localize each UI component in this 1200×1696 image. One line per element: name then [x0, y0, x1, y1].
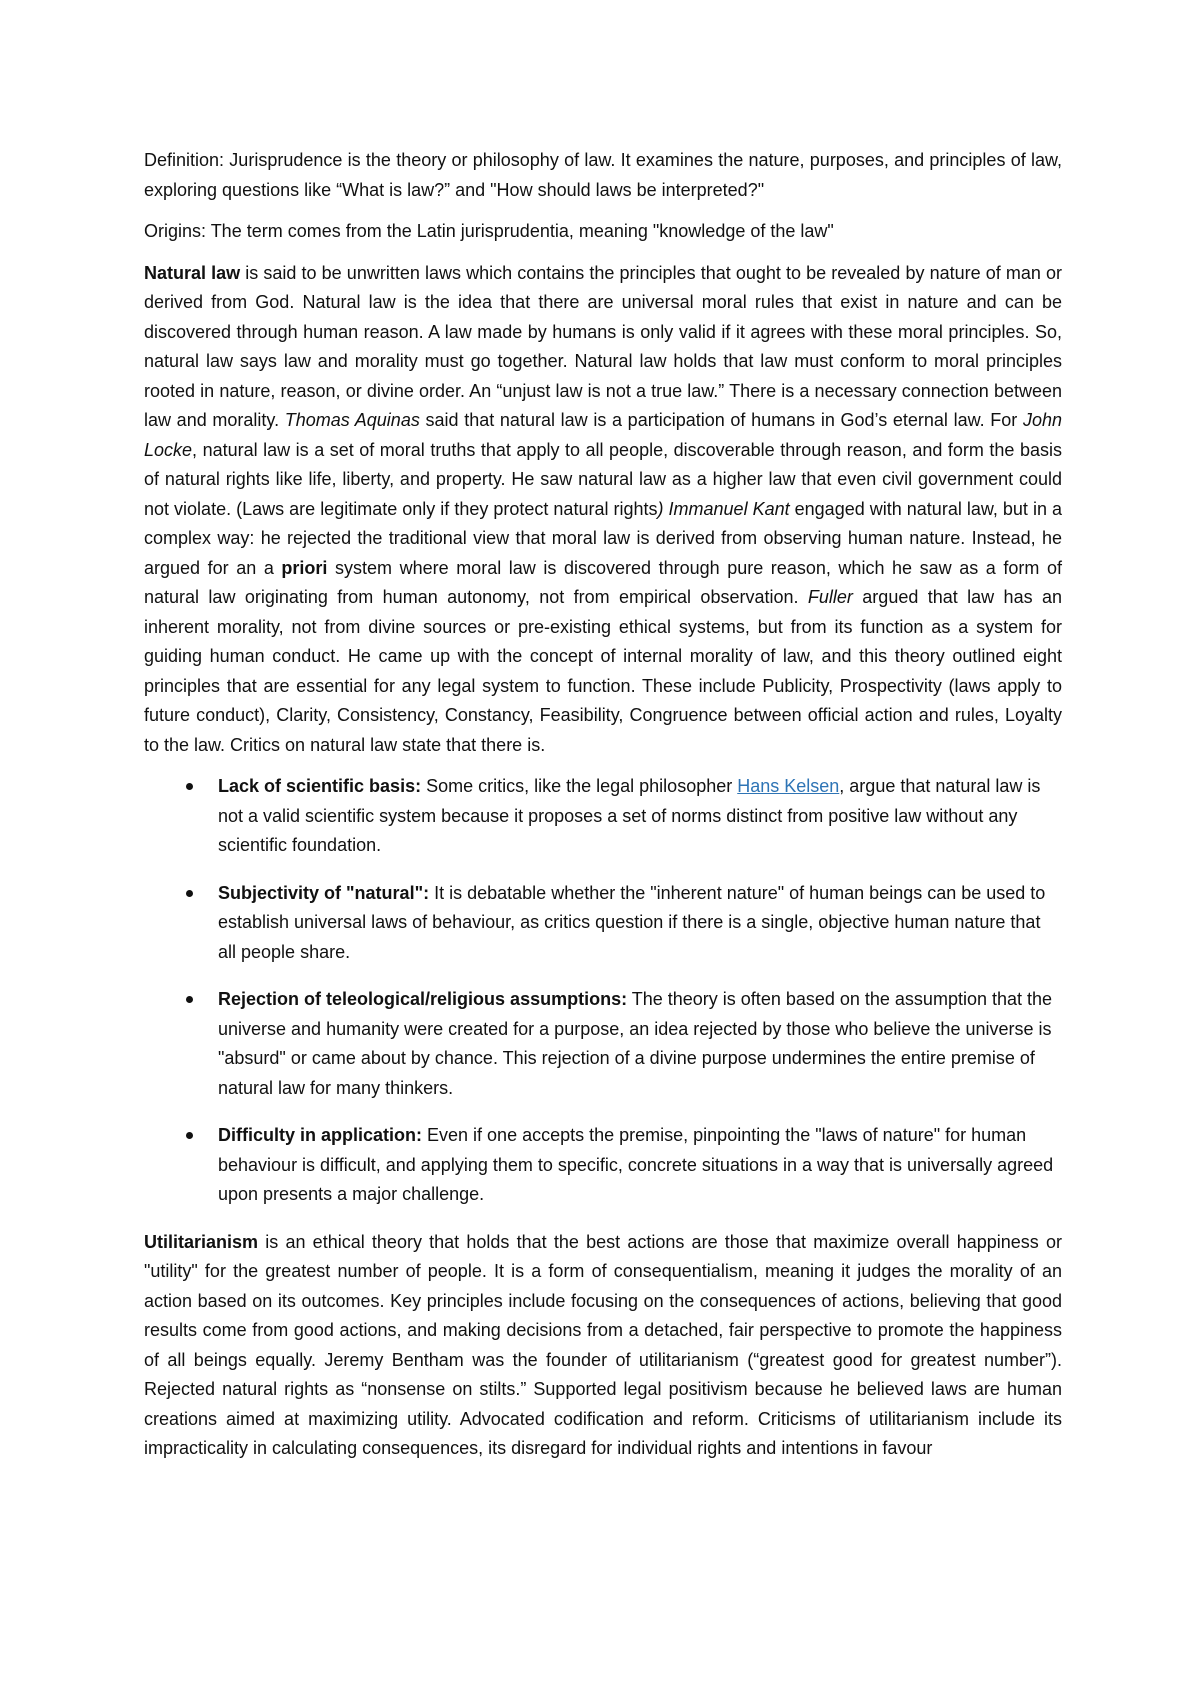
aquinas-name: Thomas Aquinas — [284, 410, 420, 430]
bullet-icon — [186, 996, 193, 1003]
natural-law-paragraph — [144, 259, 1062, 761]
origins-paragraph: Origins: The term comes from the Latin jurisprudentia, meaning "knowledge of the law" — [144, 221, 834, 241]
bullet-icon — [186, 783, 193, 790]
criticism-text: The theory is often based on the assumption that the universe and humanity were created for a purpose, an idea rejected by those who believe the universe is "absurd" or came about by chance. This rejection of a divine purpose undermines the entire premise of natural law for many thinkers. — [218, 989, 1053, 1098]
priori-term: priori — [281, 557, 328, 578]
list-item — [144, 879, 1062, 968]
criticism-text: It is debatable whether the "inherent nature" of human beings can be used to establish universal laws of behaviour, as critics question if there is a single, objective human nature that all people share. — [218, 882, 1046, 962]
locke-name: John Locke — [144, 410, 1063, 460]
kant-name: ) Immanuel Kant — [657, 498, 790, 519]
utilitarianism-text: is an ethical theory that holds that the best actions are those that maximize overall happiness or "utility" for the greatest number of people. It is a form of consequentialism, meaning it judges the morality of an action based on its outcomes. Key principles include focusing on the consequences of actions, believing that good results come from good actions, and making decisions from a detached, fair perspective to promote the happiness of all beings equally. Jeremy Bentham was the founder of utilitarianism (“greatest good for greatest number”). Rejected natural rights as “nonsense on stilts.” Supported legal positivism because he believed laws are human creations aimed at maximizing utility. Advocated codification and reform. Criticisms of utilitarianism include its impracticality in calculating consequences, its disregard for individual rights and intentions in favour — [144, 1231, 1062, 1458]
utilitarianism-paragraph — [144, 1228, 1062, 1464]
definition-paragraph — [144, 146, 1062, 205]
criticism-heading: Difficulty in application: — [218, 1125, 423, 1145]
natural-law-text-3: , natural law is a set of moral truths that apply to all people, discoverable through reason, and form the basis of natural rights like life, liberty, and property. He saw natural law as a higher law that even civil government could not violate. (Laws are legitimate only if they protect natural rights — [144, 439, 1062, 519]
utilitarianism-term: Utilitarianism — [144, 1231, 259, 1252]
bullet-icon — [186, 1132, 193, 1139]
natural-law-text-4: engaged with natural law, but in a complex way: he rejected the traditional view that moral law is derived from observing human nature. Instead, he argued for an a — [144, 498, 1062, 578]
natural-law-text-1: is said to be unwritten laws which contains the principles that ought to be revealed by nature of man or derived from God. Natural law is the idea that there are universal moral rules that exist in nature and can be discovered through human reason. A law made by humans is only valid if it agrees with these moral principles. So, natural law says law and morality must go together. Natural law holds that law must conform to moral principles rooted in nature, reason, or divine order. An “unjust law is not a true law.” There is a necessary connection between law and morality. — [144, 262, 1063, 430]
criticism-text-end: , argue that natural law is not a valid scientific system because it proposes a set of norms distinct from positive law without any scientific foundation. — [218, 776, 1041, 855]
hans-kelsen-link[interactable]: Hans Kelsen — [737, 776, 840, 796]
definition-label: Definition: — [144, 150, 225, 170]
document-page — [144, 146, 1062, 1476]
definition-text: Jurisprudence is the theory or philosophy of law. It examines the nature, purposes, and principles of law, exploring questions like “What is law?” and "How should laws be interpreted?" — [144, 150, 1062, 200]
criticism-text: Even if one accepts the premise, pinpointing the "laws of nature" for human behaviour is difficult, and applying them to specific, concrete situations in a way that is universally agreed upon presents a major challenge. — [218, 1125, 1054, 1204]
natural-law-text-5: system where moral law is discovered through pure reason, which he saw as a form of natural law originating from human autonomy, not from empirical observation. — [144, 557, 1062, 607]
fuller-name: Fuller — [807, 587, 853, 607]
criticism-heading: Lack of scientific basis: — [218, 776, 422, 796]
list-item — [144, 772, 1062, 861]
natural-law-text-6: argued that law has an inherent morality, not from divine sources or pre-existing ethical systems, but from its function as a system for guiding human conduct. He came up with the concept of internal morality of law, and this theory outlined eight principles that are essential for any legal system to function. These include Publicity, Prospectivity (laws apply to future conduct), Clarity, Consistency, Constancy, Feasibility, Congruence between official action and rules, Loyalty to the law. Critics on natural law state that there is. — [144, 587, 1062, 755]
bullet-icon — [186, 890, 193, 897]
criticism-heading: Rejection of teleological/religious assumptions: — [218, 989, 628, 1009]
criticism-heading: Subjectivity of "natural": — [218, 882, 430, 903]
natural-law-text-2: said that natural law is a participation of humans in God’s eternal law. For — [419, 410, 1023, 430]
list-item — [144, 985, 1062, 1103]
criticisms-list — [144, 772, 1062, 1210]
natural-law-term: Natural law — [144, 262, 241, 283]
criticism-text: Some critics, like the legal philosopher — [421, 776, 738, 796]
list-item — [144, 1121, 1062, 1210]
